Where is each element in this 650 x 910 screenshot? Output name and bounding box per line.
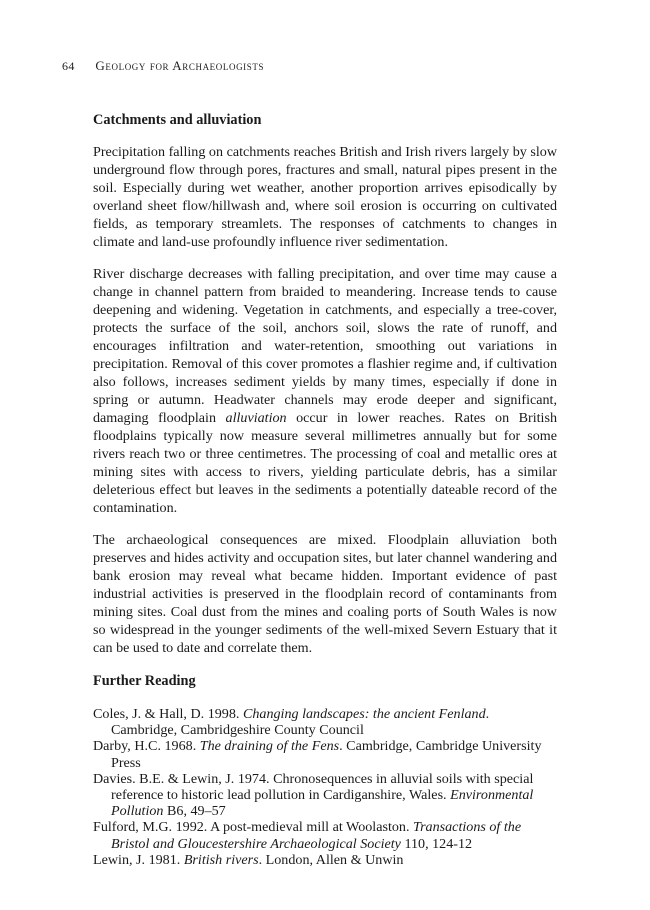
- reference-title: Transactions of the Bristol and Gloucestershire Archaeological Society: [111, 819, 522, 852]
- reference-text: Lewin, J. 1981.: [93, 851, 184, 868]
- further-reading-heading: Further Reading: [93, 673, 196, 689]
- reference-text: . London, Allen & Unwin: [258, 851, 404, 868]
- reference-text: . Cambridge, Cambridge University Press: [111, 738, 542, 771]
- reference-text: 110, 124-12: [400, 835, 473, 852]
- paragraph-1: Precipitation falling on catchments reaches British and Irish rivers largely by slow underground flow through pores, fractures and small, natural pipes present in the soil. Especially during wet weather, another proportion arrives episodically by overland sheet flow/hillwash and, where soil erosion is occurring on cultivated fields, as temporary streamlets. The responses of catchments to changes in climate and land-use profoundly influence river sedimentation.: [93, 144, 557, 250]
- page-number: 64: [62, 59, 75, 73]
- reference-text: Davies. B.E. & Lewin, J. 1974. Chronosequences in alluvial soils with special reference to historic lead pollution in Cardiganshire, Wales.: [93, 770, 534, 804]
- reference-text: Fulford, M.G. 1992. A post-medieval mill at Woolaston.: [93, 819, 414, 836]
- reference-item: [93, 852, 557, 868]
- reference-title: Environmental Pollution: [111, 787, 534, 820]
- paragraph-2-text-a: River discharge decreases with falling precipitation, and over time may cause a change in channel pattern from braided to meandering. Increase tends to cause deepening and widening. Vegetation in catchments, and especially a tree-cover, protects the surface of the soil, anchors soil, slows the rate of runoff, and encourages infiltration and water-retention, smoothing out variations in precipitation. Removal of this cover promotes a flashier regime and, if cultivation also follows, increases sediment yields by many times, especially if done in spring or autumn. Headwater channels may erode deeper and significant, damaging floodplain: [93, 266, 557, 426]
- reference-text: Coles, J. & Hall, D. 1998.: [93, 706, 243, 722]
- paragraph-2-italic-term: alluviation: [225, 410, 287, 426]
- reference-text: B6, 49–57: [163, 803, 226, 820]
- reference-text: Darby, H.C. 1968.: [93, 738, 200, 755]
- reference-item: [93, 738, 557, 770]
- main-content: [93, 110, 557, 868]
- reference-list: [93, 706, 557, 868]
- reference-text: . Cambridge, Cambridgeshire County Council: [111, 706, 490, 739]
- reference-title: The draining of the Fens: [199, 738, 340, 755]
- running-head: [62, 58, 264, 74]
- paragraph-2: [93, 265, 557, 517]
- paragraph-2-text-b: occur in lower reaches. Rates on British floodplains typically now measure several millimetres annually but for some rivers reach two or three centimetres. The processing of coal and metallic ores at mining sites with access to rivers, yielding particulate debris, has a similar deleterious effect but leaves in the sediments a potentially dateable record of the contamination.: [93, 410, 557, 516]
- book-title: Geology for Archaeologists: [95, 58, 265, 73]
- reference-title: British rivers: [183, 851, 259, 868]
- paragraph-3: The archaeological consequences are mixed. Floodplain alluviation both preserves and hides activity and occupation sites, but later channel wandering and bank erosion may reveal what became hidden. Important evidence of past industrial activities is preserved in the floodplain record of contaminants from mining sites. Coal dust from the mines and coaling ports of South Wales is now so widespread in the younger sediments of the well-mixed Severn Estuary that it can be used to date and correlate them.: [93, 532, 557, 656]
- reference-item: [93, 771, 557, 820]
- reference-item: [93, 706, 557, 738]
- section-heading: Catchments and alluviation: [93, 112, 262, 128]
- reference-item: [93, 819, 557, 851]
- reference-title: Changing landscapes: the ancient Fenland: [242, 706, 486, 722]
